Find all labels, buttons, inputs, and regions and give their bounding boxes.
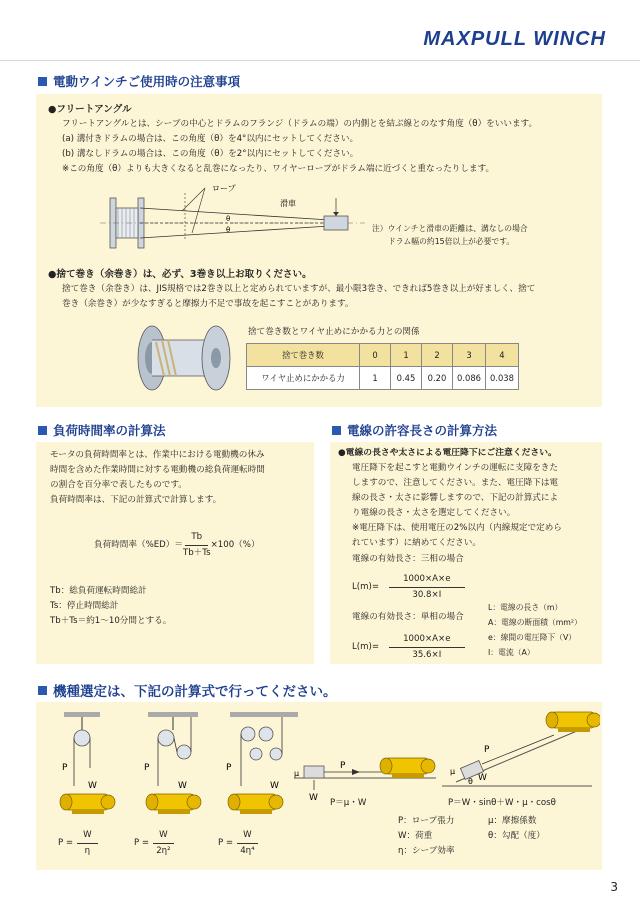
cable-line-3: 線の長さ・太さに影響しますので、下記の計算式によ <box>352 493 559 503</box>
fleet-angle-diagram <box>100 178 370 260</box>
hoist1-formula <box>58 828 98 859</box>
duty-line-4: 負荷時間率は、下記の計算式で計算します。 <box>50 495 222 505</box>
single-phase-numerator: 1000×A×e <box>389 632 464 648</box>
three-phase-lhs: L(m)= <box>352 582 380 592</box>
fleet-line-3: (b) 溝なしドラムの場合は、この角度（θ）を2°以内にセットしてください。 <box>62 149 359 159</box>
duty-def-3: Tb＋Ts＝約1～10分間とする。 <box>50 616 172 626</box>
brand-logo: MAXPULL WINCH <box>423 28 606 50</box>
table-cell: 0 <box>360 344 391 367</box>
duty-def-2: Ts：停止時間総計 <box>50 601 119 611</box>
duty-formula-denominator: Tb＋Ts <box>182 548 211 558</box>
theta-label-upper: θ <box>226 215 231 223</box>
hoist1-P-label: P <box>62 763 68 773</box>
incline-W-label: W <box>478 773 487 783</box>
table-cell: 0.45 <box>391 367 422 390</box>
hoist1-formula-prefix: P = <box>58 838 74 848</box>
single-phase-lhs: L(m)= <box>352 642 380 652</box>
sutemaki-heading: ●捨て巻き（余巻き）は、必ず、3巻き以上お取りください。 <box>48 269 312 280</box>
three-phase-label: 電線の有効長さ：三相の場合 <box>352 554 464 564</box>
section1-title-text: 電動ウインチご使用時の注意事項 <box>53 74 241 89</box>
incline-formula: P＝W・sinθ＋W・μ・cosθ <box>448 798 556 808</box>
hoist3-W-label: W <box>270 781 279 791</box>
hoist1-denominator: η <box>84 846 91 856</box>
duty-formula <box>94 530 260 561</box>
duty-formula-lhs: 負荷時間率（%ED）＝ <box>94 540 183 550</box>
hoist2-formula <box>134 828 174 859</box>
section2-title <box>38 421 166 439</box>
table-row <box>247 344 519 367</box>
table-header-cell: 捨て巻き数 <box>247 344 360 367</box>
single-phase-formula <box>352 632 465 663</box>
duty-formula-numerator: Tb <box>185 530 208 546</box>
header-divider <box>0 60 640 61</box>
single-phase-fraction <box>389 632 464 663</box>
cable-legend-e: e：線間の電圧降下（V） <box>488 633 577 642</box>
fleet-line-4: ※この角度（θ）よりも大きくなると乱巻になったり、ワイヤーロープがドラム端に近づくと重なったりします。 <box>62 164 495 174</box>
section1-title <box>38 72 240 90</box>
fleet-line-2: (a) 溝付きドラムの場合は、この角度（θ）を4°以内にセットしてください。 <box>62 134 359 144</box>
sutemaki-line-1: 捨て巻き（余巻き）は、JIS規格では2巻き以上と定められていますが、最小限3巻き、できれば5巻き以上が好ましく、捨て <box>62 284 536 294</box>
table-cell: 1 <box>360 367 391 390</box>
incline-mu-label: μ <box>450 767 456 776</box>
hoist3-P-label: P <box>226 763 232 773</box>
three-phase-fraction <box>389 572 464 603</box>
horizontal-W-label: W <box>309 793 318 803</box>
hoist2-P-label: P <box>144 763 150 773</box>
hoist3-formula-prefix: P = <box>218 838 234 848</box>
cable-line-6: れています）に納めてください。 <box>352 538 481 548</box>
section3-title <box>332 421 497 439</box>
horizontal-P-label: P <box>340 761 346 771</box>
fleet-line-1: フリートアングルとは、シーブの中心とドラムのフランジ（ドラムの端）の内側とを結ぶ線とのなす角度（θ）をいいます。 <box>62 119 538 129</box>
duty-line-1: モータの負荷時間率とは、作業中における電動機の休み <box>50 450 265 460</box>
table-cell: 3 <box>453 344 486 367</box>
selection-legend-W: W：荷重 <box>398 831 433 841</box>
table-row <box>247 367 519 390</box>
duty-line-2: 時間を含めた作業時間に対する電動機の総負荷運転時間 <box>50 465 265 475</box>
hoist2-numerator: W <box>153 828 174 844</box>
section-bullet-icon <box>38 686 47 695</box>
table-cell: 2 <box>422 344 453 367</box>
section4-title <box>38 680 337 700</box>
hoist2-fraction <box>153 828 174 859</box>
theta-label-lower: θ <box>226 226 231 234</box>
drum-illustration <box>130 318 240 398</box>
hoist3-fraction <box>237 828 258 859</box>
duty-formula-fraction <box>183 530 211 561</box>
section2-title-text: 負荷時間率の計算法 <box>53 423 166 438</box>
page-number: 3 <box>610 880 618 894</box>
three-phase-formula <box>352 572 465 603</box>
sutemaki-line-2: 巻き（余巻き）が少なすぎると摩擦力不足で事故を起こすことがあります。 <box>62 299 354 309</box>
cable-legend-A: A：電線の断面積（mm²） <box>488 618 582 627</box>
table-cell: 1 <box>391 344 422 367</box>
section-bullet-icon <box>38 426 47 435</box>
incline-P-label: P <box>484 745 490 755</box>
cable-legend-L: L：電線の長さ（m） <box>488 603 563 612</box>
cable-line-5: ※電圧降下は、使用電圧の2%以内（内線規定で定めら <box>352 523 562 533</box>
three-phase-numerator: 1000×A×e <box>389 572 464 588</box>
hoist1-W-label: W <box>88 781 97 791</box>
sheave-label: 滑車 <box>280 199 296 208</box>
cable-line-2: しますので、注意してください。また、電圧降下は電 <box>352 478 559 488</box>
duty-line-3: の割合を百分率で表したものです。 <box>50 480 187 490</box>
table-cell: 0.20 <box>422 367 453 390</box>
incline-theta-label: θ <box>468 777 473 786</box>
cable-line-1: 電圧降下を起こすと電動ウインチの運転に支障をきた <box>352 463 558 473</box>
cable-line-4: り電線の長さ・太さを選定してください。 <box>352 508 516 518</box>
table-cell: 4 <box>485 344 518 367</box>
hoist2-denominator: 2η² <box>156 846 171 856</box>
table-header-cell: ワイヤ止めにかかる力 <box>247 367 360 390</box>
hoist2-formula-prefix: P = <box>134 838 150 848</box>
hoist3-denominator: 4η⁴ <box>240 846 255 856</box>
hoist2-W-label: W <box>178 781 187 791</box>
fleet-note-2: ドラム幅の約15倍以上が必要です。 <box>388 237 515 246</box>
selection-legend-mu: μ：摩擦係数 <box>488 816 537 826</box>
cable-legend-I: I：電流（A） <box>488 648 535 657</box>
selection-legend-P: P：ロープ張力 <box>398 816 455 826</box>
section3-title-text: 電線の許容長さの計算方法 <box>347 423 498 438</box>
section4-title-text: 機種選定は、下記の計算式で行ってください。 <box>53 684 337 700</box>
three-phase-denominator: 30.8×I <box>412 590 442 600</box>
sutemaki-table <box>246 343 519 390</box>
single-phase-label: 電線の有効長さ：単相の場合 <box>352 612 464 622</box>
selection-legend-theta: θ：勾配（度） <box>488 831 545 841</box>
hoist3-numerator: W <box>237 828 258 844</box>
fleet-note-1: 注）ウインチと滑車の距離は、溝なしの場合 <box>372 224 528 233</box>
single-phase-denominator: 35.6×I <box>412 650 442 660</box>
fleet-heading: ●フリートアングル <box>48 104 132 115</box>
section-bullet-icon <box>332 426 341 435</box>
table-title: 捨て巻き数とワイヤ止めにかかる力との関係 <box>248 327 420 337</box>
duty-def-1: Tb：総負荷運転時間総計 <box>50 586 147 596</box>
table-cell: 0.086 <box>453 367 486 390</box>
horizontal-mu-label: μ <box>294 769 300 778</box>
hoist3-formula <box>218 828 258 859</box>
section-bullet-icon <box>38 77 47 86</box>
selection-legend-eta: η：シーブ効率 <box>398 846 455 856</box>
duty-formula-rhs: ×100（%） <box>210 540 260 550</box>
hoist1-numerator: W <box>77 828 98 844</box>
table-cell: 0.038 <box>485 367 518 390</box>
hoist1-fraction <box>77 828 98 859</box>
cable-heading: ●電線の長さや太さによる電圧降下にご注意ください。 <box>338 448 557 458</box>
rope-label: ロープ <box>212 184 236 193</box>
horizontal-formula: P＝μ・W <box>330 798 367 808</box>
